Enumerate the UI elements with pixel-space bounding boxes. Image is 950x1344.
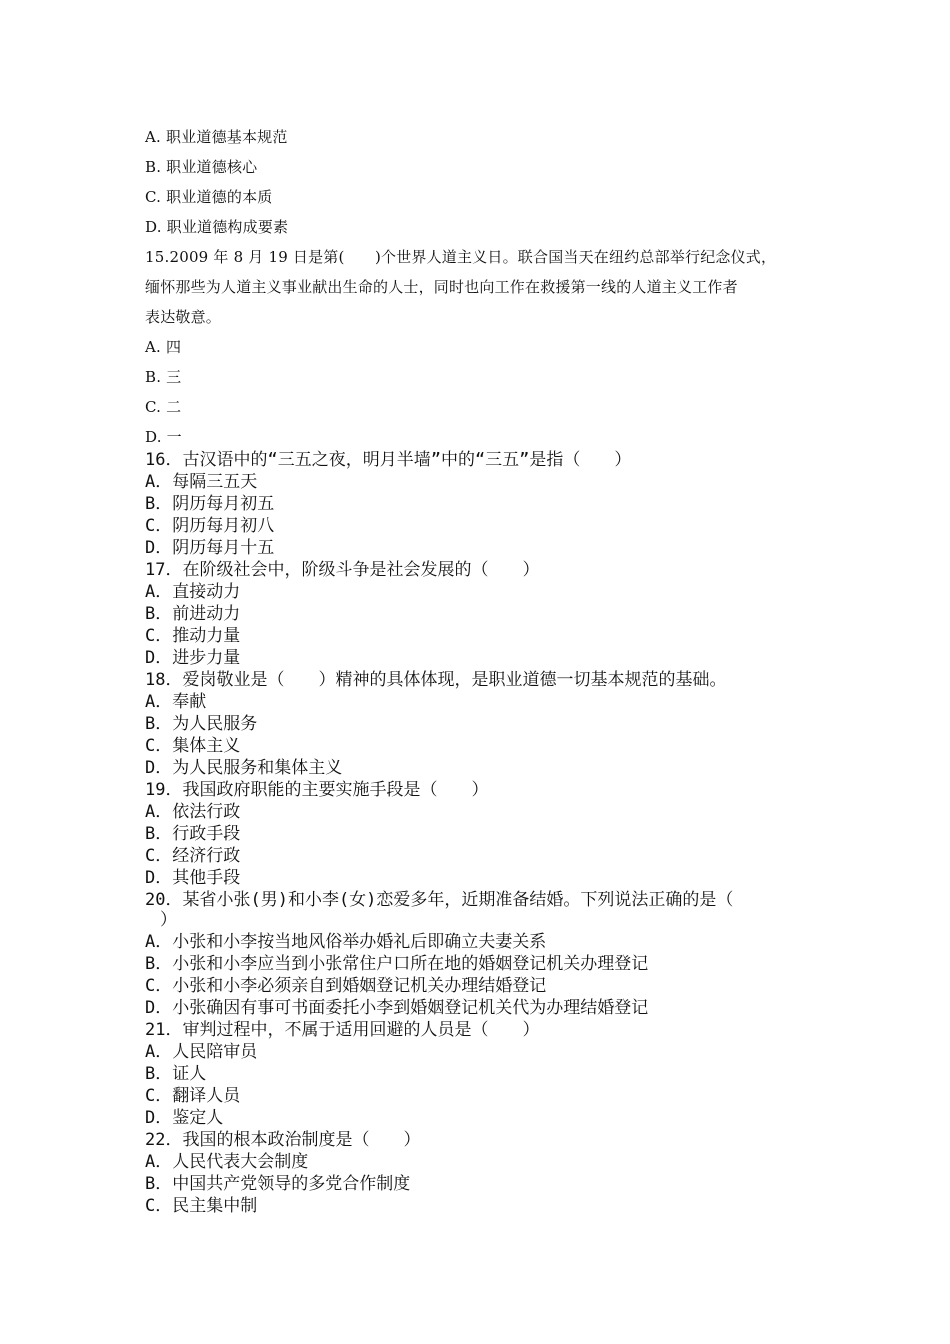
q14-option-b: B. 职业道德核心 (145, 158, 258, 176)
q17-option-b: B．前进动力 (145, 604, 241, 624)
q21-stem: 21．审判过程中，不属于适用回避的人员是（ ） (145, 1020, 540, 1040)
q15-stem-line-2: 缅怀那些为人道主义事业献出生命的人士，同时也向工作在救援第一线的人道主义工作者 (145, 278, 738, 296)
q17-option-a: A．直接动力 (145, 582, 241, 602)
q20-stem: 20．某省小张(男)和小李(女)恋爱多年，近期准备结婚。下列说法正确的是（ (145, 890, 734, 910)
q22-option-b: B．中国共产党领导的多党合作制度 (145, 1174, 411, 1194)
q22-option-c: C．民主集中制 (145, 1196, 258, 1216)
q22-stem: 22．我国的根本政治制度是（ ） (145, 1130, 421, 1150)
q21-option-d: D．鉴定人 (145, 1108, 224, 1128)
q17-option-c: C．推动力量 (145, 626, 241, 646)
q18-option-b: B．为人民服务 (145, 714, 258, 734)
q15-option-d: D. 一 (145, 428, 182, 446)
q21-option-a: A．人民陪审员 (145, 1042, 258, 1062)
q21-option-b: B．证人 (145, 1064, 207, 1084)
q17-stem: 17．在阶级社会中，阶级斗争是社会发展的（ ） (145, 560, 540, 580)
q15-option-a: A. 四 (145, 338, 182, 356)
q21-option-c: C．翻译人员 (145, 1086, 241, 1106)
q16-option-b: B．阴历每月初五 (145, 494, 275, 514)
q15-option-c: C. 二 (145, 398, 182, 416)
q22-option-a: A．人民代表大会制度 (145, 1152, 309, 1172)
q18-option-a: A．奉献 (145, 692, 207, 712)
q19-option-b: B．行政手段 (145, 824, 241, 844)
q19-stem: 19．我国政府职能的主要实施手段是（ ） (145, 780, 489, 800)
q14-option-c: C. 职业道德的本质 (145, 188, 273, 206)
q16-stem: 16．古汉语中的“三五之夜，明月半墙”中的“三五”是指（ ） (145, 450, 632, 470)
q14-option-d: D. 职业道德构成要素 (145, 218, 289, 236)
q16-option-c: C．阴历每月初八 (145, 516, 275, 536)
q19-option-d: D．其他手段 (145, 868, 241, 888)
q15-stem-line-3: 表达敬意。 (145, 308, 222, 326)
q19-option-a: A．依法行政 (145, 802, 241, 822)
q16-option-a: A．每隔三五天 (145, 472, 258, 492)
q20-stem-continuation: ） (160, 910, 177, 930)
q15-option-b: B. 三 (145, 368, 182, 386)
q18-stem: 18．爱岗敬业是（ ）精神的具体体现，是职业道德一切基本规范的基础。 (145, 670, 727, 690)
q20-option-d: D．小张确因有事可书面委托小李到婚姻登记机关代为办理结婚登记 (145, 998, 649, 1018)
q14-option-a: A. 职业道德基本规范 (145, 128, 288, 146)
q16-option-d: D．阴历每月十五 (145, 538, 275, 558)
q18-option-c: C．集体主义 (145, 736, 241, 756)
q15-stem-line-1: 15.2009 年 8 月 19 日是第( )个世界人道主义日。联合国当天在纽约总部举行纪念仪式， (145, 248, 777, 266)
q19-option-c: C．经济行政 (145, 846, 241, 866)
q20-option-b: B．小张和小李应当到小张常住户口所在地的婚姻登记机关办理登记 (145, 954, 649, 974)
q20-option-c: C．小张和小李必须亲自到婚姻登记机关办理结婚登记 (145, 976, 547, 996)
q18-option-d: D．为人民服务和集体主义 (145, 758, 343, 778)
q20-option-a: A．小张和小李按当地风俗举办婚礼后即确立夫妻关系 (145, 932, 547, 952)
q17-option-d: D．进步力量 (145, 648, 241, 668)
